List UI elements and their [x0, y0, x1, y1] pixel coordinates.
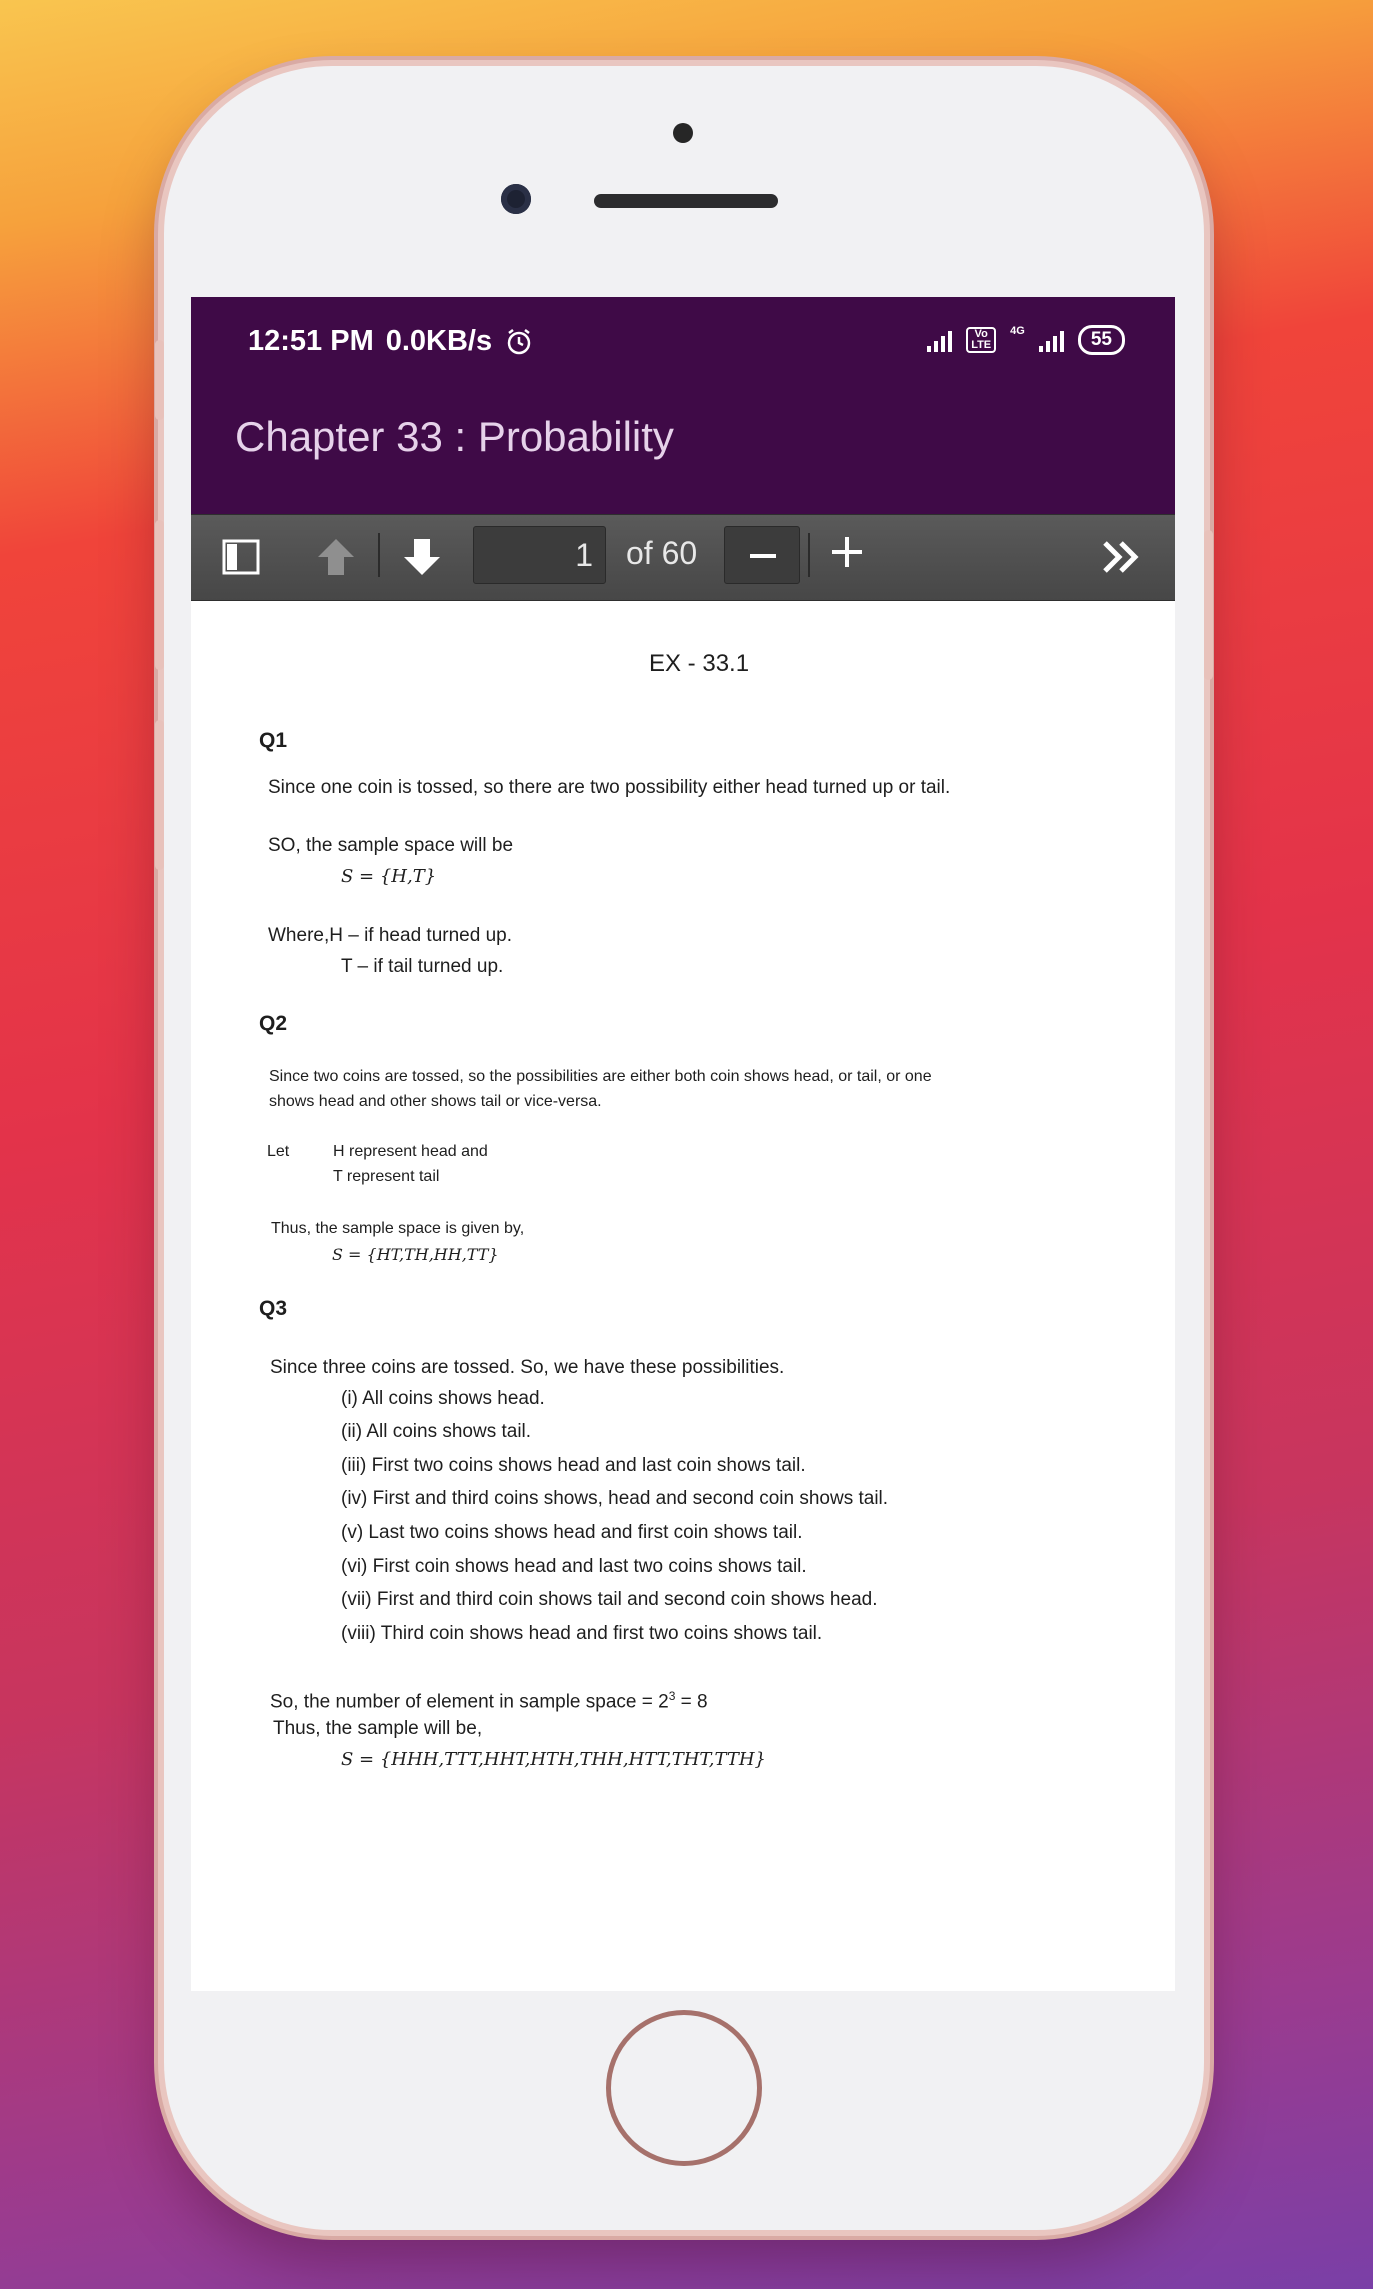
app-title: Chapter 33 : Probability — [235, 413, 674, 460]
page-number-input[interactable]: 1 — [473, 526, 606, 584]
alarm-icon — [504, 327, 534, 357]
pdf-toolbar — [191, 514, 1175, 601]
signal-2-icon — [1039, 328, 1064, 352]
q3-item-4: (iv) First and third coins shows, head and second coin shows tail. — [341, 1488, 889, 1509]
mute-switch — [155, 340, 164, 420]
q2-heading: Q2 — [259, 1012, 288, 1035]
exercise-title: EX - 33.1 — [649, 650, 750, 677]
proximity-sensor — [673, 123, 693, 143]
pdf-page — [191, 599, 1175, 1991]
previous-page-icon[interactable] — [314, 535, 358, 579]
q2-let2: T represent tail — [333, 1168, 440, 1185]
earpiece-speaker — [594, 194, 778, 208]
q1-where2: T – if tail turned up. — [341, 956, 504, 977]
volume-down-button — [155, 720, 164, 870]
q1-where1: Where,H – if head turned up. — [268, 925, 512, 946]
q3-thus: Thus, the sample will be, — [273, 1718, 483, 1739]
q2-let: Let — [267, 1143, 290, 1160]
q2-let1: H represent head and — [333, 1143, 488, 1160]
q3-item-3: (iii) First two coins shows head and last coin shows tail. — [341, 1455, 806, 1476]
network-type: 4G — [1010, 325, 1025, 337]
q1-line2: SO, the sample space will be — [268, 835, 514, 856]
q3-item-7: (vii) First and third coin shows tail and second coin shows head. — [341, 1589, 878, 1610]
screen — [191, 297, 1175, 1991]
status-time: 12:51 PM — [248, 325, 374, 357]
q3-equation: S = {HHH,TTT,HHT,HTH,THH,HTT,THT,TTH} — [341, 1749, 767, 1770]
q2-line1: Since two coins are tossed, so the possibilities are either both coin shows head, or tail, or one — [269, 1068, 932, 1085]
q3-item-6: (vi) First coin shows head and last two coins shows tail. — [341, 1556, 807, 1577]
more-tools-icon[interactable] — [1101, 537, 1141, 577]
zoom-in-button[interactable] — [832, 537, 862, 567]
status-bar — [191, 297, 1175, 393]
volume-up-button — [155, 520, 164, 670]
q3-heading: Q3 — [259, 1297, 288, 1320]
q3-count-exponent: 3 — [668, 1689, 676, 1703]
volte-icon: Vo LTE — [966, 327, 996, 353]
front-camera — [501, 184, 531, 214]
q3-item-1: (i) All coins shows head. — [341, 1388, 545, 1409]
q3-item-8: (viii) Third coin shows head and first two coins shows tail. — [341, 1623, 823, 1644]
toolbar-divider-zoom — [808, 533, 810, 577]
q2-thus: Thus, the sample space is given by, — [271, 1220, 525, 1237]
q3-intro: Since three coins are tossed. So, we have these possibilities. — [270, 1357, 785, 1378]
q3-count-prefix: So, the number of element in sample space = 2 — [270, 1691, 669, 1713]
q1-equation: S = {H,T} — [341, 866, 437, 887]
q3-item-2: (ii) All coins shows tail. — [341, 1421, 532, 1442]
app-bar — [191, 393, 1175, 514]
q1-heading: Q1 — [259, 729, 288, 752]
q2-equation: S = {HT,TH,HH,TT} — [332, 1245, 499, 1264]
zoom-out-button[interactable] — [724, 526, 800, 584]
sidebar-toggle-icon[interactable] — [222, 539, 260, 575]
next-page-icon[interactable] — [400, 535, 444, 579]
battery-indicator: 55 — [1078, 325, 1125, 355]
home-button[interactable] — [606, 2010, 762, 2166]
signal-icon — [927, 328, 952, 352]
status-speed: 0.0KB/s — [385, 325, 493, 357]
q3-count-suffix: = 8 — [675, 1691, 708, 1713]
page-total-label: of 60 — [626, 535, 698, 571]
toolbar-divider — [378, 533, 380, 577]
q1-line1: Since one coin is tossed, so there are two possibility either head turned up or tail. — [268, 777, 951, 798]
power-button — [1204, 530, 1213, 680]
q3-count — [270, 1689, 708, 1713]
q3-item-5: (v) Last two coins shows head and first coin shows tail. — [341, 1522, 803, 1543]
q2-line2: shows head and other shows tail or vice-versa. — [269, 1093, 602, 1110]
